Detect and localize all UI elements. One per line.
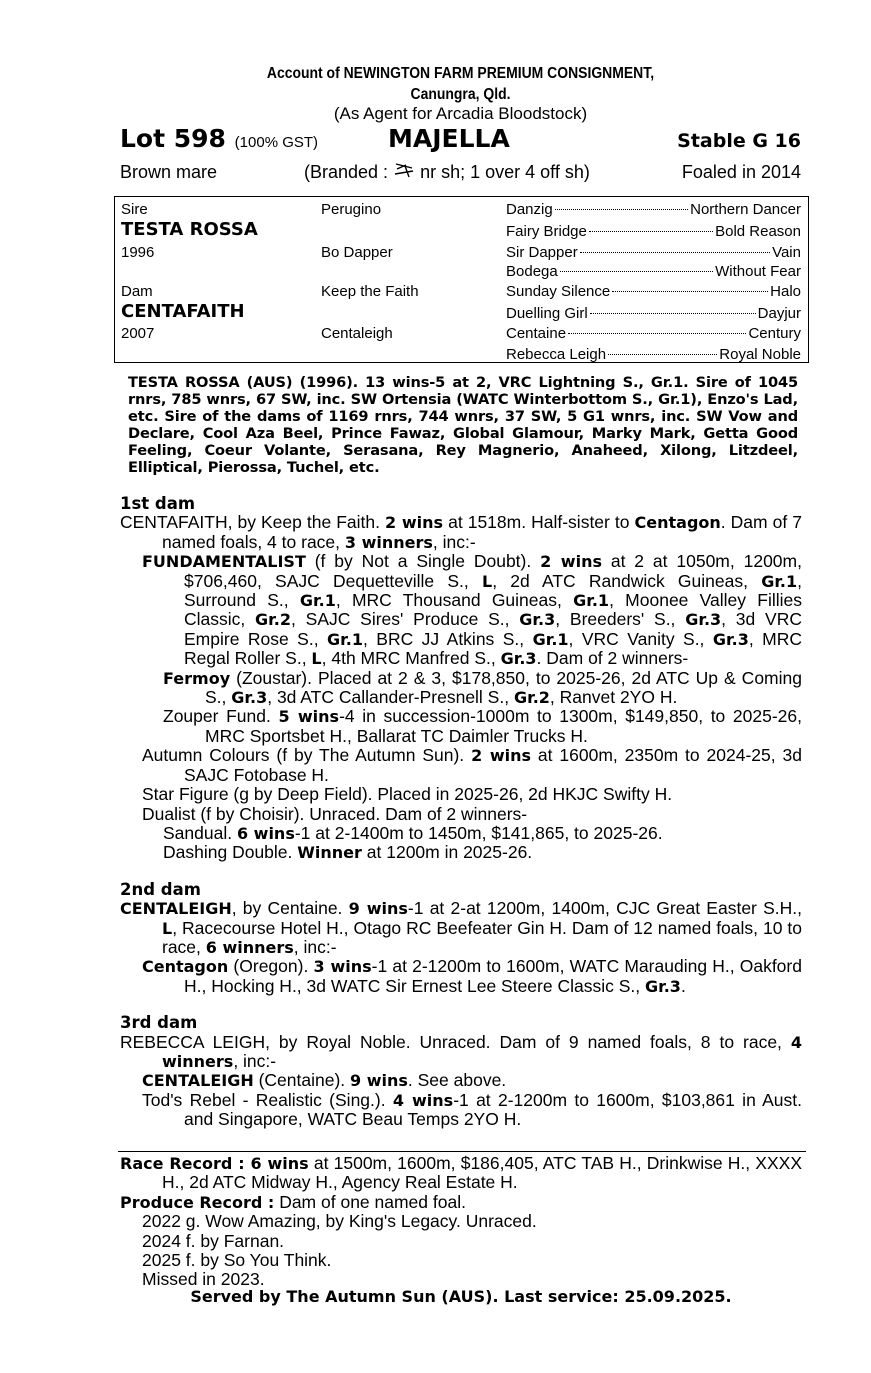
race-record: [120, 1154, 802, 1193]
text-run: , MRC Regal Roller S.,: [184, 628, 802, 669]
ancestor-left: Danzig: [506, 201, 553, 218]
ancestor-row: [506, 263, 801, 280]
produce-item: 2025 f. by So You Think.: [142, 1250, 332, 1271]
dot-leader: [555, 209, 688, 210]
text-run: , by Centaine.: [231, 898, 349, 919]
text-run: -1 at 2-1400m to 1450m, $141,865, to 2025-26.: [294, 822, 663, 843]
dot-leader: [612, 291, 768, 292]
ancestor-left: Centaine: [506, 325, 567, 342]
bold-run: Gr.3: [519, 610, 556, 630]
bold-run: 4 winners: [162, 1032, 802, 1071]
dot-leader: [560, 271, 713, 272]
second-dam-intro: [120, 899, 802, 957]
bold-run: Fermoy: [163, 668, 231, 688]
text-run: , 3d VRC Empire Rose S.,: [184, 609, 802, 649]
text-run: . Dam of 7 named foals, 4 to race,: [162, 512, 802, 552]
produce-item: 2024 f. by Farnan.: [142, 1230, 285, 1251]
progeny-fermoy: [120, 669, 802, 708]
dam-label: Dam: [121, 283, 153, 300]
text-run: CENTAFAITH, by Keep the Faith.: [120, 512, 386, 533]
dot-leader: [568, 333, 746, 334]
ancestor-row: [506, 305, 801, 322]
ancestor-row: [506, 244, 801, 261]
horse-name: MAJELLA: [388, 124, 510, 153]
third-dam-heading: 3rd dam: [120, 1013, 198, 1033]
ancestor-row: [506, 346, 801, 363]
sire-year: 1996: [121, 244, 155, 261]
text-run: at 1518m. Half-sister to: [443, 512, 635, 533]
text-run: , 2d ATC Randwick Guineas,: [492, 570, 762, 591]
records: [120, 1154, 802, 1290]
bold-run: L: [481, 571, 493, 591]
bold-run: 3 winners: [344, 532, 433, 552]
dot-leader: [580, 252, 770, 253]
ancestor-right: Vain: [772, 244, 801, 261]
progeny-star-figure: [120, 785, 802, 804]
text-run: at 2 at 1050m, 1200m, $706,460, SAJC Dequetteville S.,: [184, 551, 802, 591]
ancestor-right: Dayjur: [757, 305, 801, 322]
brand-description: [304, 162, 590, 183]
progeny-fundamentalist: [120, 552, 802, 668]
text-run: Star Figure (g by Deep Field). Placed in 2025-26, 2d HKJC Swifty H.: [142, 784, 673, 805]
brand-prefix: (Branded :: [304, 162, 389, 182]
first-dam-intro: [120, 513, 802, 552]
ancestor-row: [506, 223, 801, 240]
text-run: (f by Not a Single Doubt).: [305, 551, 541, 572]
text-run: Dualist (f by Choisir). Unraced. Dam of 2 winners-: [142, 803, 528, 824]
text-run: , Breeders' S.,: [555, 609, 686, 630]
bold-run: Gr.3: [644, 976, 681, 996]
bold-run: CENTALEIGH: [120, 899, 232, 919]
location-line: Canungra, Qld.: [410, 86, 511, 103]
bold-run: Gr.3: [500, 649, 537, 669]
text-run: , inc:-: [432, 531, 476, 552]
sire-label: Sire: [121, 201, 148, 218]
bold-run: 6 wins: [236, 823, 295, 843]
progeny-dashing-double: [120, 843, 802, 862]
text-run: , Moonee Valley Fillies Classic,: [184, 590, 802, 630]
progeny-zouper-fund: [120, 707, 802, 746]
section-divider: [118, 1151, 806, 1152]
lot-number: [120, 124, 318, 153]
bold-run: 2 wins: [385, 513, 444, 533]
lot-row: [120, 124, 801, 158]
text-run: at 1200m in 2025-26.: [361, 842, 533, 863]
text-run: . Dam of 2 winners-: [536, 648, 689, 669]
dam-name: CENTAFAITH: [121, 301, 245, 322]
sire-summary: TESTA ROSSA (AUS) (1996). 13 wins-5 at 2, VRC Lightning S., Gr.1. Sire of 1045 rnrs, 785 wnrs, 67 SW, inc. SW Ortensia (WATC Winterbottom S., Gr.1), Enzo's Lad, etc. Sire of the dams of 1169 rnrs, 744 wnrs, 37 SW, 5 G1 wnrs, inc. SW Vow and Declare, Cool Aza Beel, Prince Fawaz, Global Glamour, Marky Mark, Getta Good Feeling, Coeur Volante, Serasana, Rey Magnerio, Anaheed, Xilong, Litzdeel, Elliptical, Pierossa, Tuchel, etc.: [128, 374, 798, 476]
ancestor-row: [506, 283, 801, 300]
text-run: , inc:-: [233, 1050, 277, 1071]
dam-dam: Centaleigh: [321, 325, 393, 342]
dam-sire: Keep the Faith: [321, 283, 419, 300]
text-run: , MRC Thousand Guineas,: [335, 590, 574, 611]
text-run: Dashing Double.: [163, 842, 298, 863]
ancestor-left: Fairy Bridge: [506, 223, 587, 240]
produce-record: [120, 1193, 802, 1212]
bold-run: Gr.1: [327, 629, 363, 649]
bold-run: Centagon: [142, 957, 229, 977]
dot-leader: [590, 313, 756, 314]
ancestor-right: Halo: [770, 283, 801, 300]
text-run: -1 at 2-1200m to 1600m, WATC Marauding H., Oakford H., Hocking H., 3d WATC Sir Ernest Lee Steere Classic S.,: [184, 956, 802, 996]
bold-run: 6 winners: [205, 937, 294, 957]
text-run: , Ranvet 2YO H.: [549, 687, 678, 708]
consignor-line: Account of NEWINGTON FARM PREMIUM CONSIGNMENT,: [266, 65, 655, 82]
progeny-centagon: [120, 957, 802, 996]
text-run: , 3d ATC Callander-Presnell S.,: [267, 687, 514, 708]
ancestor-right: Bold Reason: [715, 223, 801, 240]
served-by: Served by The Autumn Sun (AUS). Last service: 25.09.2025.: [190, 1287, 732, 1306]
bold-run: 2 wins: [471, 746, 531, 766]
bold-run: Gr.1: [299, 591, 336, 611]
text-run: Zouper Fund.: [163, 706, 279, 727]
progeny-dualist: [120, 805, 802, 824]
produce-item: 2022 g. Wow Amazing, by King's Legacy. Unraced.: [142, 1211, 537, 1232]
dam-year: 2007: [121, 325, 155, 342]
lot-label: Lot 598: [120, 124, 226, 153]
progeny-sandual: [120, 824, 802, 843]
bold-run: Gr.2: [513, 688, 550, 708]
ancestor-left: Sir Dapper: [506, 244, 578, 261]
text-run: (Oregon).: [228, 956, 314, 977]
pedigree-table: [114, 196, 809, 363]
text-run: Autumn Colours (f by The Autumn Sun).: [142, 745, 472, 766]
text-run: REBECCA LEIGH, by Royal Noble. Unraced. Dam of 9 named foals, 8 to race,: [120, 1031, 791, 1052]
text-run: at 1600m, 2350m to 2024-25, 3d SAJC Fotobase H.: [184, 745, 802, 785]
bold-run: Centagon: [634, 513, 721, 533]
ancestor-right: Century: [748, 325, 801, 342]
bold-run: Winner: [297, 843, 362, 863]
ancestor-right: Northern Dancer: [690, 201, 801, 218]
text-run: , Racecourse Hotel H., Otago RC Beefeater Gin H. Dam of 12 named foals, 10 to race,: [162, 917, 802, 957]
progeny-tods-rebel: [120, 1091, 802, 1130]
text-run: . See above.: [407, 1070, 507, 1091]
second-dam-heading: 2nd dam: [120, 879, 201, 899]
colour-sex: Brown mare: [120, 162, 218, 182]
text-run: -4 in succession-1000m to 1300m, $149,850, to 2025-26, MRC Sportsbet H., Ballarat TC Daimler Trucks H.: [205, 706, 802, 746]
ancestor-left: Rebecca Leigh: [506, 346, 607, 363]
text-run: -1 at 2-at 1200m, 1400m, CJC Great Easter S.H.,: [407, 898, 802, 919]
bold-run: 9 wins: [350, 1071, 408, 1091]
text-run: .: [680, 975, 686, 996]
bold-run: Gr.3: [712, 629, 749, 649]
third-dam-intro: [120, 1033, 802, 1072]
bold-run: 3 wins: [313, 957, 372, 977]
bold-run: 2 wins: [540, 552, 602, 572]
bold-run: Gr.3: [685, 610, 722, 630]
bold-run: L: [162, 918, 173, 938]
ancestor-left: Duelling Girl: [506, 305, 588, 322]
bold-run: 4 wins: [392, 1090, 454, 1110]
sire-name: TESTA ROSSA: [121, 219, 258, 240]
dot-leader: [608, 354, 717, 355]
text-run: , BRC JJ Atkins S.,: [362, 628, 533, 649]
bold-run: Gr.3: [231, 688, 268, 708]
bold-run: Gr.2: [255, 610, 291, 630]
first-dam-heading: 1st dam: [120, 494, 196, 513]
produce-record-summary: Dam of one named foal.: [274, 1191, 466, 1212]
brand-suffix: nr sh; 1 over 4 off sh): [420, 162, 590, 182]
ancestor-right: Without Fear: [715, 263, 801, 280]
progeny-centaleigh: [120, 1071, 802, 1090]
text-run: -1 at 2-1200m to 1600m, $103,861 in Aust. and Singapore, WATC Beau Temps 2YO H.: [184, 1089, 803, 1130]
text-run: at 1500m, 1600m, $186,405, ATC TAB H., Drinkwise H., XXXX H., 2d ATC Midway H., Agency Real Estate H.: [162, 1153, 803, 1193]
text-run: Tod's Rebel - Realistic (Sing.).: [142, 1089, 393, 1110]
brand-mark-icon: [393, 162, 415, 180]
produce-item: Missed in 2023.: [142, 1269, 265, 1290]
ancestor-left: Bodega: [506, 263, 558, 280]
text-run: , Surround S.,: [184, 570, 803, 611]
bold-run: CENTALEIGH: [142, 1071, 254, 1091]
pedigree-notes: [120, 494, 802, 1130]
bold-run: Gr.1: [761, 571, 798, 591]
foaled-year: Foaled in 2014: [681, 162, 801, 182]
progeny-autumn-colours: [120, 746, 802, 785]
stable-number: Stable G 16: [677, 130, 801, 152]
text-run: , 4th MRC Manfred S.,: [321, 648, 501, 669]
text-run: , VRC Vanity S.,: [568, 628, 713, 649]
bold-run: 5 wins: [278, 707, 340, 727]
bold-run: Race Record : 6 wins: [120, 1154, 309, 1173]
ancestor-right: Royal Noble: [719, 346, 801, 363]
ancestor-row: [506, 325, 801, 342]
bold-run: Gr.1: [532, 629, 569, 649]
bold-run: FUNDAMENTALIST: [142, 552, 306, 572]
sire-sire: Perugino: [321, 201, 382, 218]
text-run: , SAJC Sires' Produce S.,: [291, 609, 520, 630]
bold-run: 9 wins: [348, 899, 408, 919]
ancestor-left: Sunday Silence: [506, 283, 611, 300]
text-run: (Zoustar). Placed at 2 & 3, $178,850, to 2025-26, 2d ATC Up & Coming S.,: [205, 667, 802, 708]
agent-line: (As Agent for Arcadia Bloodstock): [333, 104, 588, 123]
ancestor-row: [506, 201, 801, 218]
lot-gst: (100% GST): [234, 134, 319, 151]
sire-dam: Bo Dapper: [321, 244, 393, 261]
bold-run: L: [311, 649, 322, 669]
text-run: (Centaine).: [253, 1070, 351, 1091]
bold-run: Gr.1: [573, 591, 610, 611]
text-run: , inc:-: [293, 936, 337, 957]
dot-leader: [589, 231, 713, 232]
produce-record-label: Produce Record :: [120, 1192, 275, 1212]
text-run: Sandual.: [163, 822, 237, 843]
